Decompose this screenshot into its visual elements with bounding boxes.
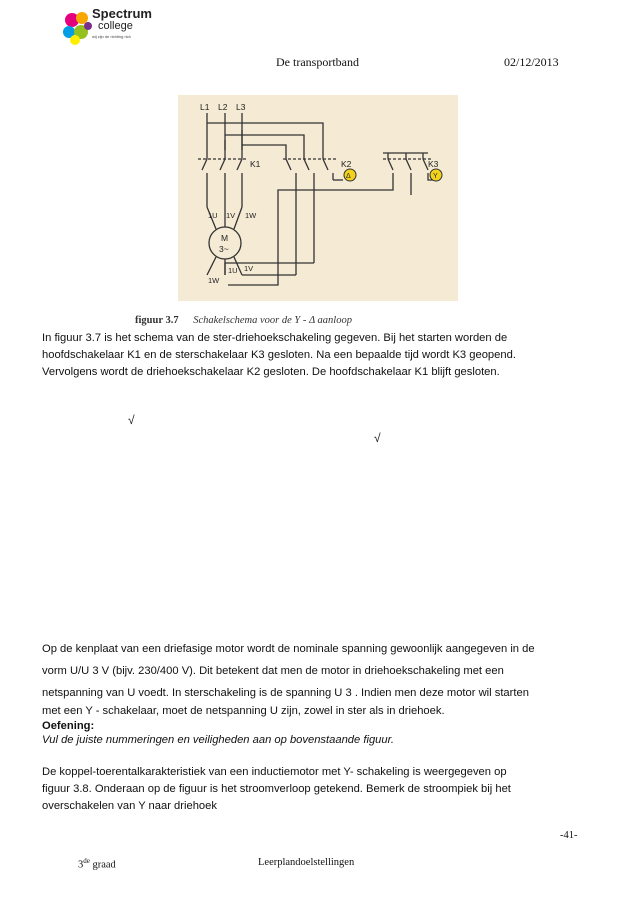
figure-caption-number: figuur 3.7 — [135, 315, 179, 326]
para1-line: Vervolgens wordt de driehoekschakelaar K2 gesloten. De hoofdschakelaar K1 blijft gesloten. — [42, 366, 500, 378]
logo-name-line2: college — [98, 20, 133, 32]
para1-line: hoofdschakelaar K1 en de sterschakelaar K3 gesloten. Na een bepaalde tijd wordt K3 geopend. — [42, 349, 516, 361]
label-k2: K2 — [341, 159, 352, 169]
footer-grade-word: graad — [89, 859, 116, 871]
para2-line: netspanning van U voedt. In sterschakeling is de spanning U 3 . Indien men deze motor wil starten — [42, 687, 529, 699]
label-k3: K3 — [428, 159, 439, 169]
footer-grade-num: 3 — [78, 859, 84, 871]
label-1w-top: 1W — [245, 211, 257, 220]
header-date: 02/12/2013 — [504, 55, 559, 69]
logo-tagline: wij zijn de richting rich — [92, 34, 131, 39]
label-1v-top: 1V — [226, 211, 236, 220]
para2-line: met een Y - schakelaar, moet de netspanning U zijn, zowel in ster als in driehoek. — [42, 705, 445, 717]
exercise-heading: Oefening: — [42, 720, 95, 732]
exercise-text: Vul de juiste nummeringen en veiligheden aan op bovenstaande figuur. — [42, 734, 395, 746]
page-number: -41- — [560, 830, 578, 841]
para2-line: vorm U/U 3 V (bijv. 230/400 V). Dit betekent dat men de motor in driehoekschakeling met een — [42, 665, 504, 677]
logo-icon — [60, 10, 96, 46]
label-y: Y — [433, 173, 438, 180]
paragraph-torque — [42, 764, 602, 815]
sqrt-symbol: √ — [374, 431, 381, 445]
label-l2: L2 — [218, 102, 228, 112]
paragraph-star-delta — [42, 330, 602, 381]
para1-line: In figuur 3.7 is het schema van de ster-driehoekschakeling gegeven. Bij het starten worden de — [42, 332, 508, 344]
para3-line: De koppel-toerentalkarakteristiek van een inductiemotor met Y- schakeling is weergegeven op — [42, 766, 507, 778]
footer-grade-sup: de — [83, 857, 90, 865]
label-motor-m: M — [221, 233, 229, 243]
header-title: De transportband — [276, 55, 359, 69]
footer-center: Leerplandoelstellingen — [258, 857, 355, 868]
label-motor-3: 3~ — [219, 244, 229, 254]
circuit-figure — [178, 95, 458, 301]
para3-line: figuur 3.8. Onderaan op de figuur is het stroomverloop getekend. Bemerk de stroompiek bij het — [42, 783, 511, 795]
label-l1: L1 — [200, 102, 210, 112]
label-l3: L3 — [236, 102, 246, 112]
logo-name-line1: Spectrum — [92, 6, 152, 21]
sqrt-symbol: √ — [128, 413, 135, 427]
footer-grade — [78, 857, 116, 871]
figure-caption — [135, 315, 352, 326]
label-1w-bottom: 1W — [208, 276, 220, 285]
label-k1: K1 — [250, 159, 261, 169]
label-1u-top: 1U — [208, 211, 218, 220]
label-1u-bottom: 1U — [228, 266, 238, 275]
label-1v-bottom: 1V — [244, 264, 254, 273]
circuit-diagram — [178, 95, 458, 301]
paragraph-nameplate — [42, 638, 602, 718]
figure-caption-text: Schakelschema voor de Y - Δ aanloop — [193, 315, 352, 326]
para3-line: overschakelen van Y naar driehoek — [42, 800, 217, 812]
label-delta: Δ — [346, 173, 351, 180]
para2-line: Op de kenplaat van een driefasige motor wordt de nominale spanning gewoonlijk aangegeven in de — [42, 643, 535, 655]
